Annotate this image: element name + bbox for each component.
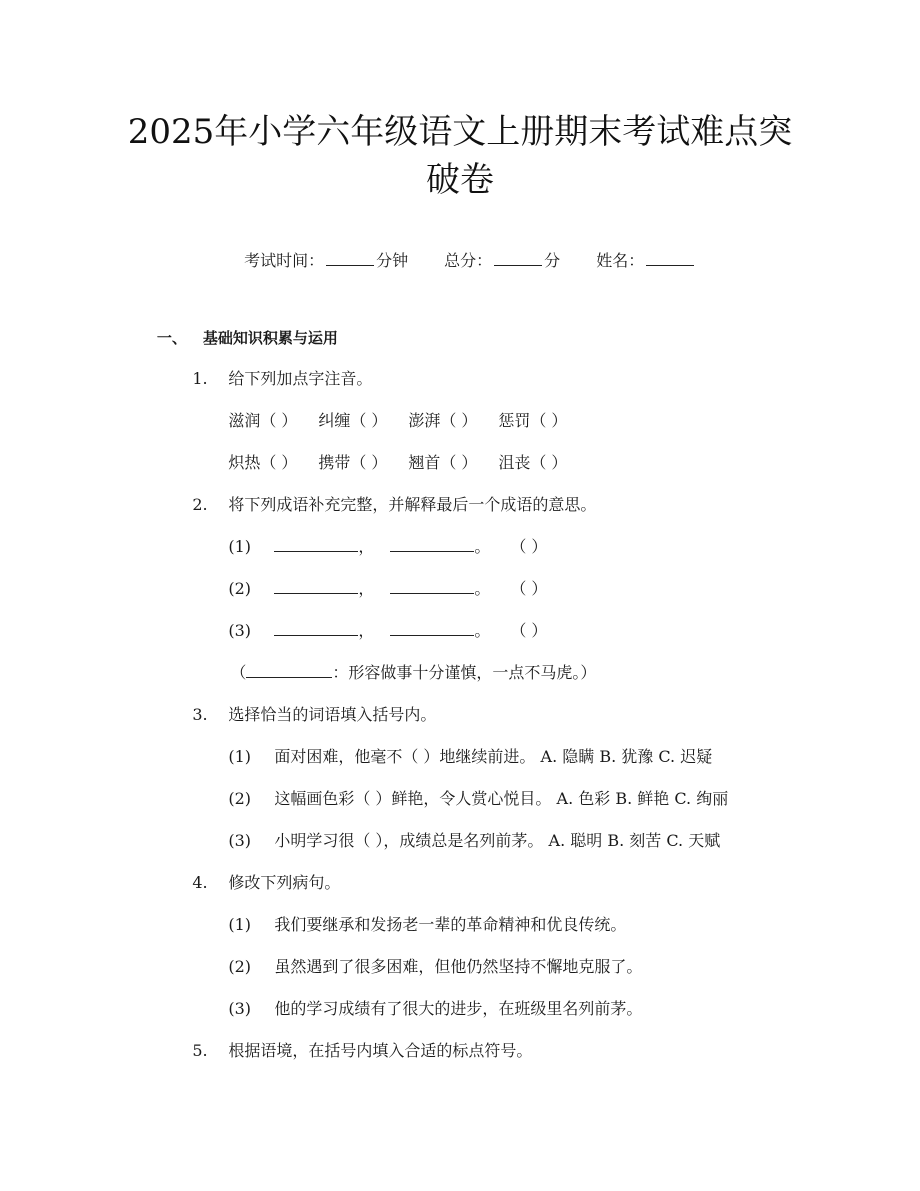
pinyin-item[interactable]: 炽热（ ） bbox=[228, 453, 298, 472]
idiom-blank[interactable] bbox=[274, 620, 358, 636]
idiom-blank[interactable] bbox=[390, 536, 474, 552]
question-number: 2. bbox=[192, 495, 208, 514]
score-blank[interactable] bbox=[494, 250, 542, 266]
item-label: (3) bbox=[228, 999, 252, 1018]
item-text: 虽然遇到了很多困难，但他仍然坚持不懈地克服了。 bbox=[274, 957, 643, 976]
pinyin-item[interactable]: 纠缠（ ） bbox=[318, 411, 388, 430]
question-text: 给下列加点字注音。 bbox=[228, 369, 373, 388]
item-text: 他的学习成绩有了很大的进步，在班级里名列前茅。 bbox=[274, 999, 643, 1018]
question-number: 3. bbox=[192, 705, 208, 724]
explain-blank[interactable] bbox=[246, 662, 332, 678]
item-text: 这幅画色彩（ ）鲜艳，令人赏心悦目。 A. 色彩 B. 鲜艳 C. 绚丽 bbox=[274, 789, 729, 808]
idiom-blank[interactable] bbox=[274, 578, 358, 594]
idiom-item-2: (2) ， 。 （ ） bbox=[208, 553, 547, 625]
item-text: 我们要继承和发扬老一辈的革命精神和优良传统。 bbox=[274, 915, 627, 934]
question-text: 修改下列病句。 bbox=[228, 873, 341, 892]
question-number: 5. bbox=[192, 1041, 208, 1060]
answer-paren[interactable]: （ ） bbox=[510, 621, 548, 640]
exam-meta-row bbox=[0, 222, 920, 300]
explain-text: ：形容做事十分谨慎，一点不马虎。） bbox=[332, 663, 597, 682]
idiom-blank[interactable] bbox=[274, 536, 358, 552]
idiom-item-3: (3) ， 。 （ ） bbox=[208, 595, 547, 667]
pinyin-item[interactable]: 澎湃（ ） bbox=[408, 411, 478, 430]
pinyin-item[interactable]: 沮丧（ ） bbox=[498, 453, 568, 472]
question-number: 1. bbox=[192, 369, 208, 388]
section-title: 基础知识积累与运用 bbox=[202, 329, 338, 347]
item-label: (2) bbox=[228, 789, 252, 808]
idiom-blank[interactable] bbox=[390, 578, 474, 594]
question-5 bbox=[172, 1015, 532, 1087]
item-label: (1) bbox=[228, 747, 252, 766]
pinyin-item[interactable]: 惩罚（ ） bbox=[498, 411, 568, 430]
name-blank[interactable] bbox=[646, 250, 694, 266]
question-text: 选择恰当的词语填入括号内。 bbox=[228, 705, 437, 724]
time-blank[interactable] bbox=[326, 250, 374, 266]
idiom-explanation: （ ：形容做事十分谨慎，一点不马虎。） bbox=[230, 663, 597, 682]
pinyin-item[interactable]: 滋润（ ） bbox=[228, 411, 298, 430]
question-text: 根据语境，在括号内填入合适的标点符号。 bbox=[228, 1041, 533, 1060]
answer-paren[interactable]: （ ） bbox=[510, 537, 548, 556]
question-number: 4. bbox=[192, 873, 208, 892]
time-unit: 分钟 bbox=[376, 251, 409, 270]
idiom-blank[interactable] bbox=[390, 620, 474, 636]
pinyin-item[interactable]: 翘首（ ） bbox=[408, 453, 478, 472]
item-text: 小明学习很（ ），成绩总是名列前茅。 A. 聪明 B. 刻苦 C. 天赋 bbox=[274, 831, 721, 850]
item-label: (1) bbox=[228, 915, 252, 934]
item-label: (2) bbox=[228, 957, 252, 976]
name-label: 姓名： bbox=[596, 251, 645, 270]
item-label: (3) bbox=[228, 831, 252, 850]
exam-title-line1: 2025年小学六年级语文上册期末考试难点突 bbox=[127, 112, 793, 152]
answer-paren[interactable]: （ ） bbox=[510, 579, 548, 598]
score-label: 总分： bbox=[444, 251, 493, 270]
time-label: 考试时间： bbox=[244, 251, 325, 270]
question-text: 将下列成语补充完整，并解释最后一个成语的意思。 bbox=[228, 495, 597, 514]
score-unit: 分 bbox=[544, 251, 561, 270]
item-label: (1) bbox=[228, 537, 252, 556]
idiom-item-1: (1) ， 。 （ ） bbox=[208, 511, 547, 583]
item-text: 面对困难，他毫不（ ）地继续前进。 A. 隐瞒 B. 犹豫 C. 迟疑 bbox=[274, 747, 713, 766]
item-label: (2) bbox=[228, 579, 252, 598]
item-label: (3) bbox=[228, 621, 252, 640]
section-number: 一、 bbox=[156, 329, 187, 347]
pinyin-item[interactable]: 携带（ ） bbox=[318, 453, 388, 472]
exam-title-line2: 破卷 bbox=[426, 160, 494, 200]
